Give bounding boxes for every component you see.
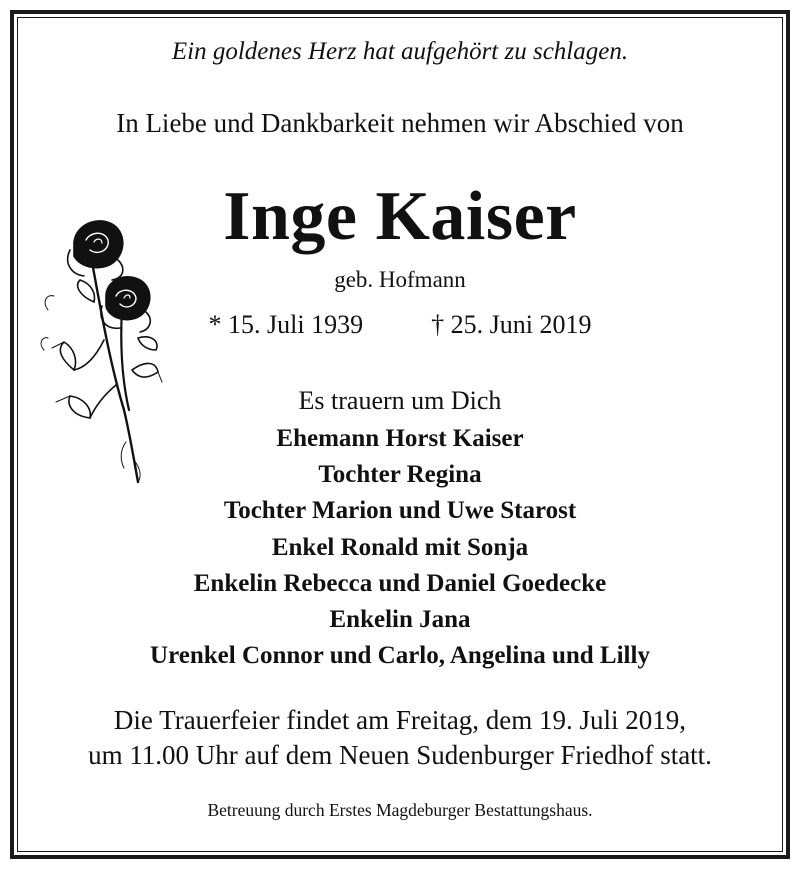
mourner-line: Ehemann Horst Kaiser	[276, 425, 524, 452]
mourner-line: Enkelin Jana	[329, 605, 471, 633]
maiden-name: geb. Hofmann	[334, 267, 466, 292]
mourner-line: Enkel Ronald mit Sonja	[271, 533, 529, 561]
birth-date: * 15. Juli 1939	[208, 310, 364, 339]
death-date: † 25. Juni 2019	[431, 310, 592, 339]
service-line: Die Trauerfeier findet am Freitag, dem 19. Juli 2019,	[113, 705, 687, 735]
mourners-list	[0, 421, 800, 674]
mourning-intro: Es trauern um Dich	[298, 386, 502, 415]
deceased-name: Inge Kaiser	[223, 178, 577, 255]
service-info	[0, 703, 800, 773]
intro-line: In Liebe und Dankbarkeit nehmen wir Abschied von	[116, 108, 684, 138]
mourner-line: Tochter Marion und Uwe Starost	[223, 497, 577, 525]
motto: Ein goldenes Herz hat aufgehört zu schlagen.	[171, 38, 629, 65]
mourner-line: Urenkel Connor und Carlo, Angelina und Lilly	[150, 642, 650, 670]
mourner-line: Tochter Regina	[318, 461, 482, 489]
undertaker-credit: Betreuung durch Erstes Magdeburger Bestattungshaus.	[207, 800, 593, 820]
mourner-line: Enkelin Rebecca und Daniel Goedecke	[193, 569, 607, 597]
service-line: um 11.00 Uhr auf dem Neuen Sudenburger Friedhof statt.	[88, 740, 712, 770]
